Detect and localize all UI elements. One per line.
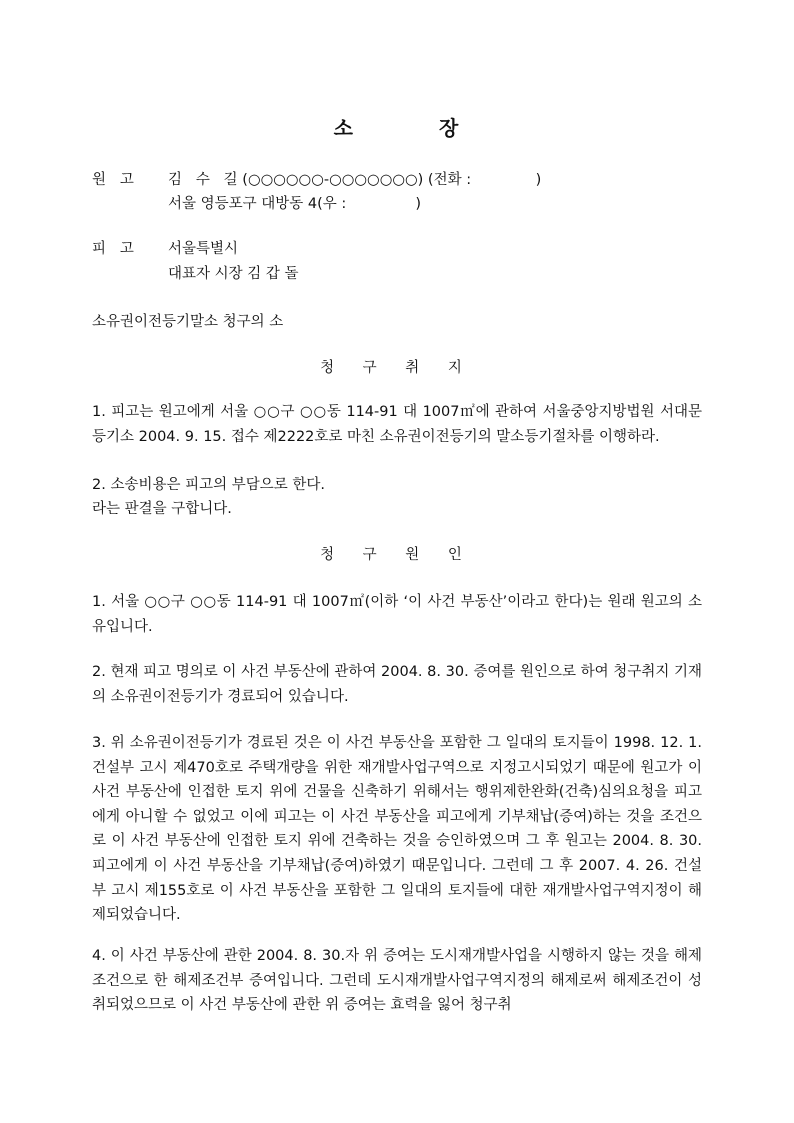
claim-purpose-item-2: 2. 소송비용은 피고의 부담으로 한다. <box>92 477 325 493</box>
case-name: 소유권이전등기말소 청구의 소 <box>92 314 284 330</box>
title-char-1: 소 <box>333 116 355 140</box>
claim-cause-item-4: 4. 이 사건 부동산에 관한 2004. 8. 30.자 위 증여는 도시재개발사업을 시행하지 않는 것을 해제조건으로 한 해제조건부 증여입니다. 그런데 도시재개발사업구역지정의 해제로써 해제조건이 성취되었으므로 이 사건 부동산에 관한 위 증여는 효력을 잃어 청구취 <box>92 948 702 1014</box>
claim-purpose-item-1: 1. 피고는 원고에게 서울 ○○구 ○○동 114-91 대 1007㎡에 관하여 서울중앙지방법원 서대문등기소 2004. 9. 15. 접수 제2222호로 마친 소유권이전등기의 말소등기절차를 이행하라. <box>92 404 702 445</box>
defendant-label: 피 고 <box>92 241 134 257</box>
defendant-line2: 대표자 시장 김 갑 돌 <box>168 266 299 282</box>
plaintiff-label: 원 고 <box>92 172 134 188</box>
claim-cause-item-1: 1. 서울 ○○구 ○○동 114-91 대 1007㎡(이하 ‘이 사건 부동산’이라고 한다)는 원래 원고의 소유입니다. <box>92 594 702 635</box>
claim-purpose-heading: 청 구 취 지 <box>320 360 474 376</box>
claim-cause-item-2: 2. 현재 피고 명의로 이 사건 부동산에 관하여 2004. 8. 30. 증여를 원인으로 하여 청구취지 기재의 소유권이전등기가 경료되어 있습니다. <box>92 664 702 705</box>
claim-cause-heading: 청 구 원 인 <box>320 547 474 563</box>
plaintiff-line2: 서울 영등포구 대방동 4(우 : ) <box>168 196 422 212</box>
plaintiff-line1: 김 수 길 (○○○○○○-○○○○○○○) (전화 : ) <box>168 172 542 188</box>
defendant-line1: 서울특별시 <box>168 241 239 257</box>
claim-purpose-closing: 라는 판결을 구합니다. <box>92 501 232 517</box>
claim-cause-item-3: 3. 위 소유권이전등기가 경료된 것은 이 사건 부동산을 포함한 그 일대의 토지들이 1998. 12. 1. 건설부 고시 제470호로 주택개량을 위한 재개발사업구역으로 지정고시되었기 때문에 원고가 이 사건 부동산에 인접한 토지 위에 건물을 신축하기 위해서는 행위제한완화(건축)심의요청을 피고에게 아니할 수 없었고 이에 피고는 이 사건 부동산을 피고에게 기부채납(증여)하는 것을 조건으로 이 사건 부동산에 인접한 토지 위에 건축하는 것을 승인하였으며 그 후 원고는 2004. 8. 30. 피고에게 이 사건 부동산을 기부채납(증여)하였기 때문입니다. 그런데 그 후 2007. 4. 26. 건설부 고시 제155호로 이 사건 부동산을 포함한 그 일대의 토지들에 대한 재개발사업구역지정이 해제되었습니다. <box>92 735 702 924</box>
document-title <box>0 112 794 141</box>
title-char-2: 장 <box>439 116 461 140</box>
